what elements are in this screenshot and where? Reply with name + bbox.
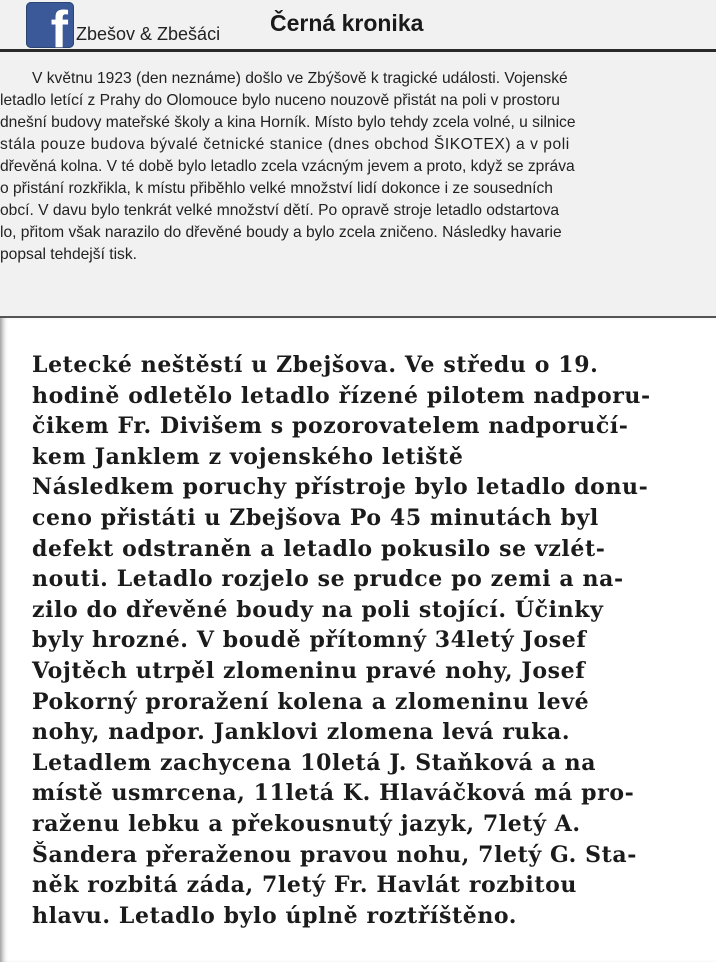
intro-line: letadlo letící z Prahy do Olomouce bylo nuceno nouzově přistát na poli v prostoru: [0, 92, 560, 109]
clipping-line: nohy, nadpor. Janklovi zlomena levá ruka.: [32, 719, 571, 746]
intro-line: dnešní budovy mateřské školy a kina Horník. Místo bylo tehdy zcela volné, u silnice: [0, 114, 576, 131]
header-divider: [0, 49, 716, 52]
clipping-line: nouti. Letadlo rozjelo se prudce po zemi a na-: [32, 566, 624, 593]
clipping-line: raženu lebku a překousnutý jazyk, 7letý A.: [32, 810, 581, 837]
clipping-line: Letecké neštěstí u Zbejšova. Ve středu o 19.: [32, 352, 599, 378]
clipping-line: byly hrozné. V boudě přítomný 34letý Josef: [32, 627, 587, 654]
header: [0, 0, 716, 50]
clipping-line: Vojtěch utrpěl zlomeninu pravé nohy, Josef: [32, 657, 586, 684]
page-name: Zbešov & Zbešáci: [76, 24, 221, 44]
clipping-line: Letadlem zachycena 10letá J. Staňková a na: [32, 749, 597, 776]
clipping-line: zilo do dřevěné boudy na poli stojící. Účinky: [32, 596, 604, 623]
page-title: Černá kronika: [270, 10, 424, 36]
clipping-line: ceno přistáti u Zbejšova Po 45 minutách byl: [32, 504, 599, 531]
intro-line: dřevěná kolna. V té době bylo letadlo zcela vzácným jevem a proto, když se zpráva: [0, 158, 575, 175]
intro-line: V květnu 1923 (den neznáme) došlo ve Zbýšově k tragické události. Vojenské: [32, 70, 568, 87]
intro-line: popsal tehdejší tisk.: [0, 246, 137, 263]
intro-paragraph: [0, 68, 716, 266]
clipping-line: kem Janklem z vojenského letiště: [32, 443, 464, 470]
clipping-line: něk rozbitá záda, 7letý Fr. Havlát rozbitou: [32, 872, 577, 899]
clipping-line: hlavu. Letadlo bylo úplně roztříštěno.: [32, 902, 518, 929]
intro-line: o přistání rozkřikla, k místu přiběhlo velké množství lidí dokonce i ze sousedních: [0, 180, 553, 197]
facebook-f-letter: f: [50, 2, 68, 48]
clipping-line: Pokorný proražení kolena a zlomeninu levé: [32, 688, 590, 715]
intro-line: obcí. V davu bylo tenkrát velké množství dětí. Po opravě stroje letadlo odstartova: [0, 202, 560, 219]
intro-line: lo, přitom však narazilo do dřevěné boudy a bylo zcela zničeno. Následky havarie: [0, 224, 562, 241]
intro-line: stála pouze budova bývalé četnické stanice (dnes obchod ŠIKOTEX) a v poli: [0, 136, 570, 153]
clipping-line: Šandera přeraženou pravou nohu, 7letý G. Sta-: [32, 841, 637, 868]
facebook-icon[interactable]: [26, 2, 74, 48]
clipping-text: [32, 350, 716, 931]
clipping-line: hodině odletělo letadlo řízené pilotem nadporu-: [32, 382, 651, 409]
clipping-line: defekt odstraněn a letadlo pokusilo se vzlét-: [32, 535, 606, 562]
clipping-line: čikem Fr. Divišem s pozorovatelem nadporučí-: [32, 413, 629, 440]
clipping-line: Následkem poruchy přístroje bylo letadlo donu-: [32, 474, 649, 501]
clipping-line: místě usmrcena, 11letá K. Hlaváčková má pro-: [32, 780, 635, 807]
